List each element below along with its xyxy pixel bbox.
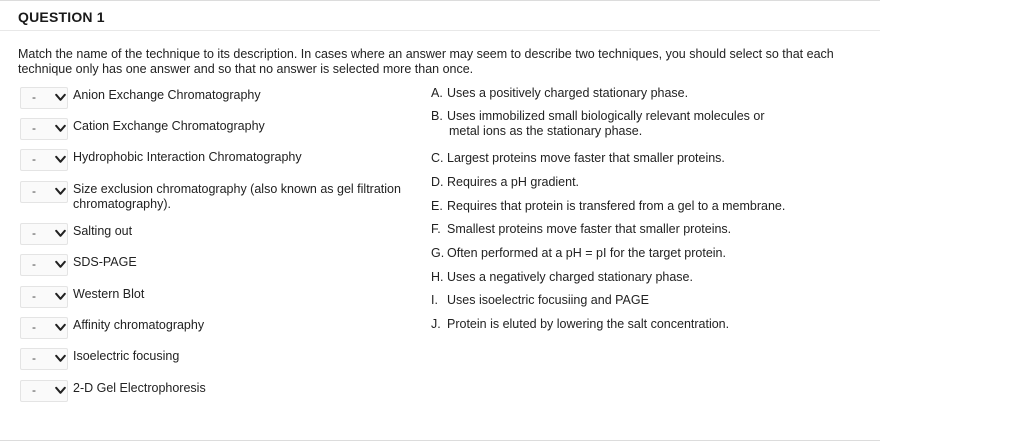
description-letter: F. xyxy=(431,222,441,236)
description-item xyxy=(431,222,861,237)
chevron-down-icon xyxy=(55,260,66,269)
match-row xyxy=(20,348,400,376)
answer-select[interactable] xyxy=(20,87,68,109)
answer-select[interactable] xyxy=(20,317,68,339)
select-value: - xyxy=(32,257,36,271)
answer-select[interactable] xyxy=(20,118,68,140)
match-row xyxy=(20,181,400,209)
chevron-down-icon xyxy=(55,124,66,133)
match-row xyxy=(20,87,400,115)
answer-select[interactable] xyxy=(20,348,68,370)
chevron-down-icon xyxy=(55,323,66,332)
description-text: Uses immobilized small biologically relevant molecules or xyxy=(447,109,765,123)
technique-label: Hydrophobic Interaction Chromatography xyxy=(73,150,302,164)
chevron-down-icon xyxy=(55,229,66,238)
description-letter: B. xyxy=(431,109,443,123)
description-letter: G. xyxy=(431,246,445,260)
chevron-down-icon xyxy=(55,187,66,196)
description-letter: D. xyxy=(431,175,444,189)
description-item xyxy=(431,199,861,214)
description-text: Uses isoelectric focusiing and PAGE xyxy=(447,293,649,307)
description-text: Uses a negatively charged stationary phase. xyxy=(447,270,693,284)
bottom-divider xyxy=(0,440,880,441)
answer-select[interactable] xyxy=(20,181,68,203)
description-text: Requires that protein is transfered from a gel to a membrane. xyxy=(447,199,786,213)
select-value: - xyxy=(32,351,36,365)
question-instructions: Match the name of the technique to its description. In cases where an answer may seem to describe two techniques, you should select so that each technique only has one answer and so that no answer is selected more than once. xyxy=(18,47,834,76)
description-item xyxy=(431,109,861,139)
description-item xyxy=(431,86,861,101)
chevron-down-icon xyxy=(55,354,66,363)
match-row xyxy=(20,380,400,408)
description-item xyxy=(431,151,861,166)
answer-select[interactable] xyxy=(20,149,68,171)
description-item xyxy=(431,317,861,332)
chevron-down-icon xyxy=(55,155,66,164)
select-value: - xyxy=(32,289,36,303)
chevron-down-icon xyxy=(55,292,66,301)
match-row xyxy=(20,317,400,345)
select-value: - xyxy=(32,226,36,240)
description-letter: I. xyxy=(431,293,438,307)
technique-label: Isoelectric focusing xyxy=(73,349,180,363)
technique-label: 2-D Gel Electrophoresis xyxy=(73,381,206,395)
technique-label: Cation Exchange Chromatography xyxy=(73,119,265,133)
technique-label: Size exclusion chromatography (also known as gel filtration chromatography). xyxy=(73,182,401,211)
answer-select[interactable] xyxy=(20,380,68,402)
description-letter: H. xyxy=(431,270,444,284)
header-divider xyxy=(0,30,880,31)
description-text: Uses a positively charged stationary phase. xyxy=(447,86,689,100)
match-row xyxy=(20,286,400,314)
technique-label: Anion Exchange Chromatography xyxy=(73,88,261,102)
select-value: - xyxy=(32,320,36,334)
description-text: Protein is eluted by lowering the salt concentration. xyxy=(447,317,730,331)
select-value: - xyxy=(32,90,36,104)
match-row xyxy=(20,149,400,177)
match-row xyxy=(20,254,400,282)
description-text: Smallest proteins move faster that smaller proteins. xyxy=(447,222,732,236)
description-text: Often performed at a pH = pI for the target protein. xyxy=(447,246,726,260)
technique-label: Salting out xyxy=(73,224,133,238)
description-item xyxy=(431,270,861,285)
select-value: - xyxy=(32,184,36,198)
description-letter: A. xyxy=(431,86,443,100)
question-header: QUESTION 1 xyxy=(18,9,105,25)
select-value: - xyxy=(32,152,36,166)
match-row xyxy=(20,223,400,251)
description-item xyxy=(431,175,861,190)
select-value: - xyxy=(32,383,36,397)
description-item xyxy=(431,293,861,308)
answer-select[interactable] xyxy=(20,223,68,245)
description-letter: J. xyxy=(431,317,441,331)
top-divider xyxy=(0,0,880,1)
description-item xyxy=(431,246,861,261)
select-value: - xyxy=(32,121,36,135)
technique-label: SDS-PAGE xyxy=(73,255,137,269)
description-text: Requires a pH gradient. xyxy=(447,175,580,189)
match-row xyxy=(20,118,400,146)
technique-label: Affinity chromatography xyxy=(73,318,205,332)
answer-select[interactable] xyxy=(20,286,68,308)
chevron-down-icon xyxy=(55,93,66,102)
technique-label: Western Blot xyxy=(73,287,145,301)
description-letter: E. xyxy=(431,199,443,213)
answer-select[interactable] xyxy=(20,254,68,276)
description-text: Largest proteins move faster that smaller proteins. xyxy=(447,151,725,165)
description-continuation: metal ions as the stationary phase. xyxy=(449,124,643,138)
description-letter: C. xyxy=(431,151,444,165)
chevron-down-icon xyxy=(55,386,66,395)
